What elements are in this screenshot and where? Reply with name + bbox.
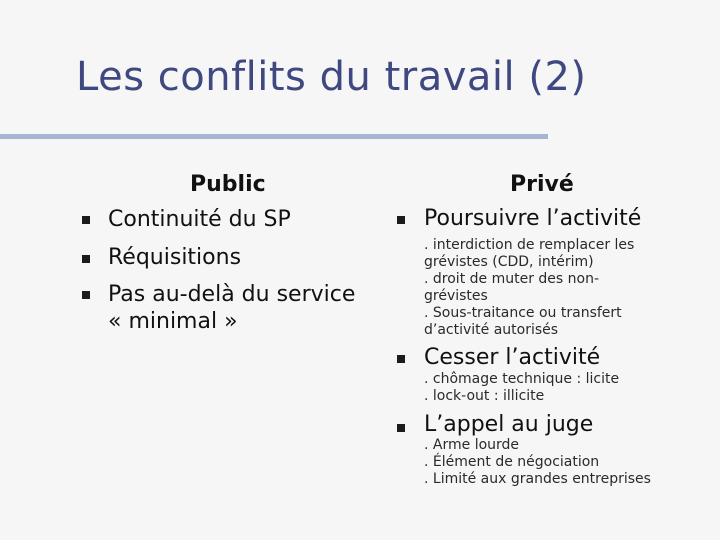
prive-cesser-detail-2: . lock-out : illicite — [424, 388, 545, 404]
bullet-public-1 — [82, 216, 90, 224]
prive-heading: Privé — [510, 172, 574, 197]
prive-item-juge: L’appel au juge — [424, 412, 594, 437]
public-item-service-minimal-cont: « minimal » — [108, 309, 238, 334]
prive-poursuivre-detail-4: grévistes — [424, 288, 488, 304]
prive-cesser-detail-1: . chômage technique : licite — [424, 371, 620, 387]
bullet-public-2 — [82, 255, 90, 263]
prive-poursuivre-detail-1: . interdiction de remplacer les — [424, 237, 635, 253]
prive-poursuivre-detail-6: d’activité autorisés — [424, 322, 559, 338]
prive-poursuivre-detail-2: grévistes (CDD, intérim) — [424, 254, 594, 270]
public-item-requisitions: Réquisitions — [108, 245, 242, 270]
bullet-prive-2 — [397, 355, 405, 363]
public-item-continuite: Continuité du SP — [108, 207, 291, 232]
bullet-public-3 — [82, 291, 90, 299]
prive-poursuivre-detail-3: . droit de muter des non- — [424, 271, 600, 287]
prive-poursuivre-detail-5: . Sous-traitance ou transfert — [424, 305, 622, 321]
prive-item-poursuivre: Poursuivre l’activité — [424, 206, 642, 231]
prive-item-cesser: Cesser l’activité — [424, 345, 601, 370]
title-underline — [0, 134, 548, 139]
public-item-service-minimal: Pas au-delà du service — [108, 282, 356, 307]
slide-title: Les conflits du travail (2) — [76, 54, 587, 100]
bullet-prive-3 — [397, 424, 405, 432]
public-heading: Public — [190, 172, 266, 197]
bullet-prive-1 — [397, 216, 405, 224]
prive-juge-detail-1: . Arme lourde — [424, 437, 520, 453]
prive-juge-detail-3: . Limité aux grandes entreprises — [424, 471, 651, 487]
prive-juge-detail-2: . Élément de négociation — [424, 454, 600, 470]
